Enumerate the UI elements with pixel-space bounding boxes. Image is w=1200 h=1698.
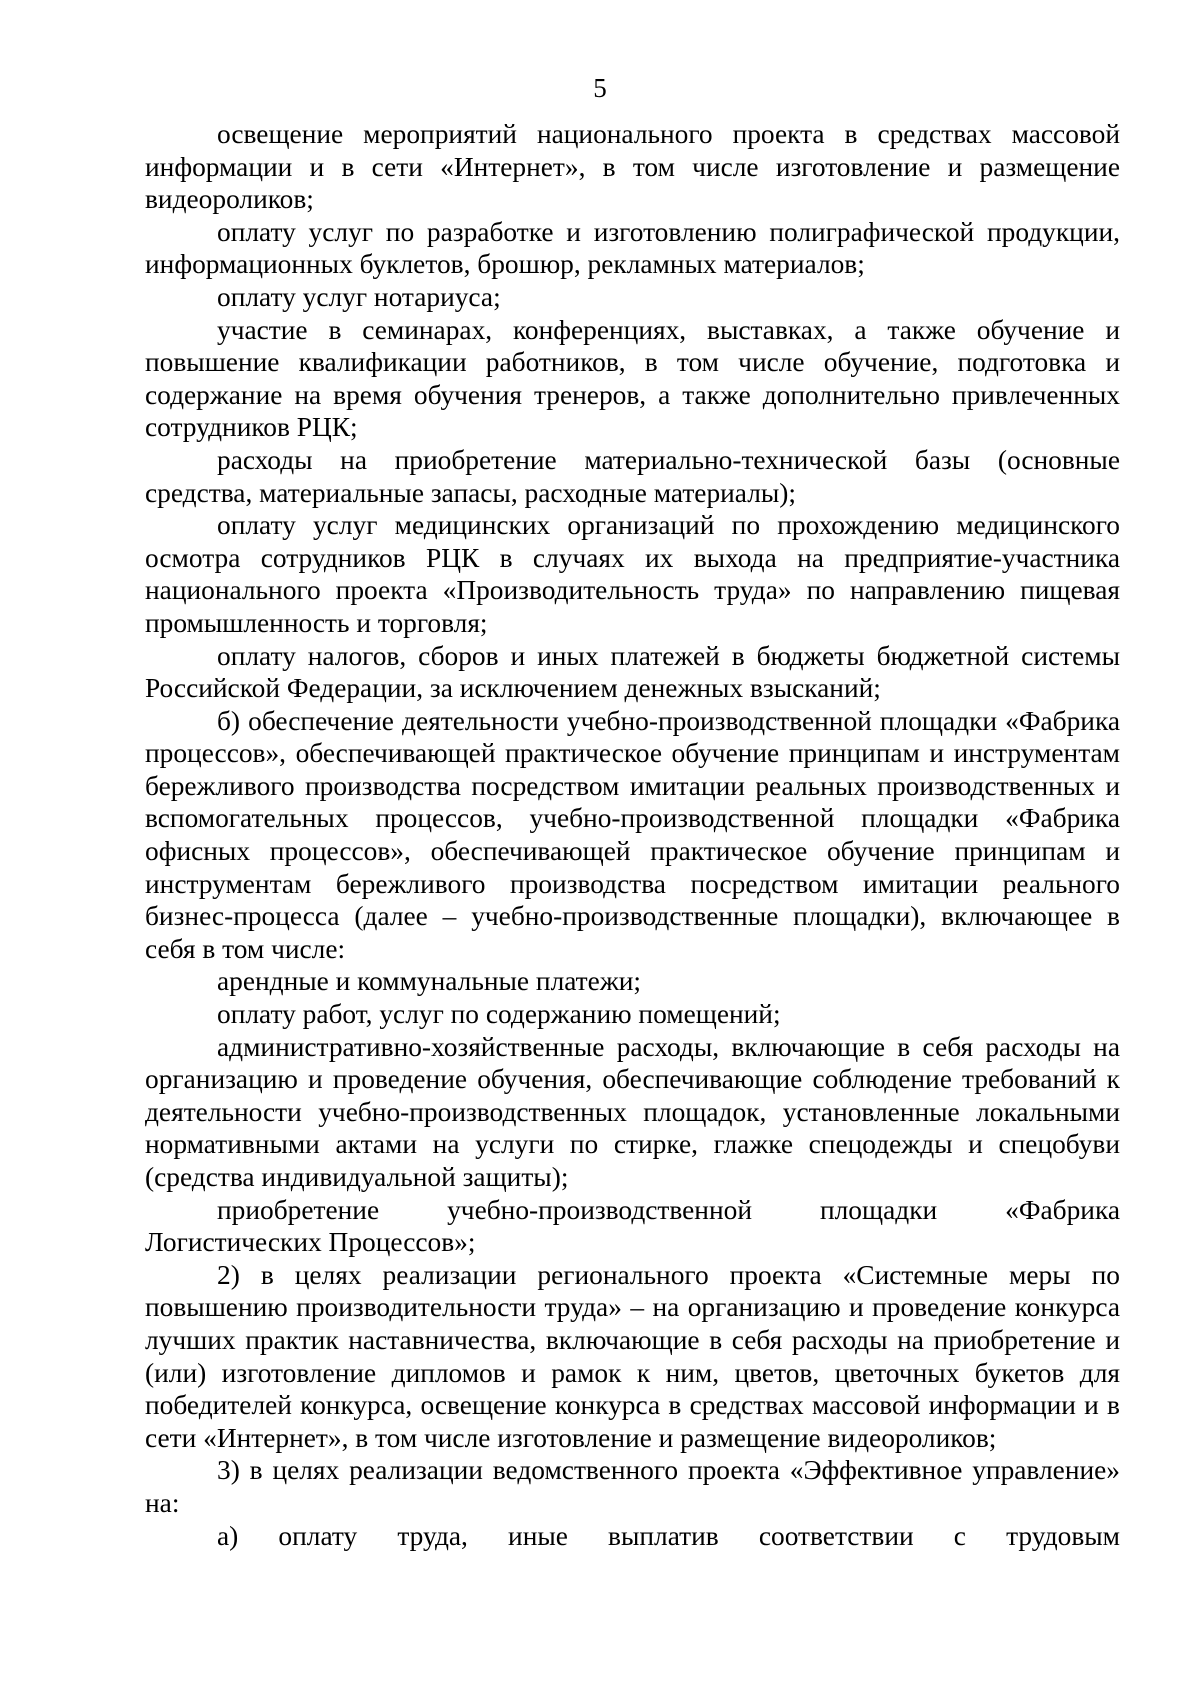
paragraph-printing-services: оплату услуг по разработке и изготовлению полиграфической продукции, информационных буклетов, брошюр, рекламных материалов;	[145, 216, 1120, 280]
paragraph-seminars-training: участие в семинарах, конференциях, выставках, а также обучение и повышение квалификации работников, в том числе обучение, подготовка и содержание на время обучения тренеров, а также дополнительно привлеченных сотрудников РЦК;	[145, 314, 1120, 443]
paragraph-premises-maintenance: оплату работ, услуг по содержанию помещений;	[217, 999, 781, 1030]
paragraph-regional-project: 2) в целях реализации регионального проекта «Системные меры по повышению производительности труда» – на организацию и проведение конкурса лучших практик наставничества, включающие в себя расходы на приобретение и (или) изготовление дипломов и рамок к ним, цветов, цветочных букетов для победителей конкурса, освещение конкурса в средствах массовой информации и в сети «Интернет», в том числе изготовление и размещение видеороликов;	[145, 1259, 1120, 1453]
paragraph-logistics-site: приобретение учебно-производственной площадки «Фабрика Логистических Процессов»;	[145, 1194, 1120, 1258]
paragraph-departmental-project: 3) в целях реализации ведомственного проекта «Эффективное управление» на:	[145, 1455, 1120, 1518]
paragraph-media-coverage: освещение мероприятий национального проекта в средствах массовой информации и в сети «Интернет», в том числе изготовление и размещение видеороликов;	[145, 119, 1120, 215]
paragraph-medical-services: оплату услуг медицинских организаций по прохождению медицинского осмотра сотрудников РЦК в случаях их выхода на предприятие-участника национального проекта «Производительность труда» по направлению пищевая промышленность и торговля;	[145, 510, 1120, 638]
paragraph-notary-services: оплату услуг нотариуса;	[217, 281, 501, 312]
paragraph-rent-utilities: арендные и коммунальные платежи;	[217, 966, 642, 997]
paragraph-labor-payment: а) оплату труда, иные выплатив соответствии с трудовым	[217, 1520, 1120, 1551]
paragraph-material-base: расходы на приобретение материально-технической базы (основные средства, материальные запасы, расходные материалы);	[145, 444, 1120, 508]
paragraph-administrative-expenses: административно-хозяйственные расходы, включающие в себя расходы на организацию и проведение обучения, обеспечивающие соблюдение требований к деятельности учебно-производственных площадок, установленные локальными нормативными актами на услуги по стирке, глажке спецодежды и спецобуви (средства индивидуальной защиты);	[145, 1031, 1120, 1192]
paragraph-training-sites: б) обеспечение деятельности учебно-производственной площадки «Фабрика процессов», обеспечивающей практическое обучение принципам и инструментам бережливого производства посредством имитации реальных производственных и вспомогательных процессов, учебно-производственной площадки «Фабрика офисных процессов», обеспечивающей практическое обучение принципам и инструментам бережливого производства посредством имитации реального бизнес-процесса (далее – учебно-производственные площадки), включающее в себя в том числе:	[145, 705, 1120, 964]
page-number: 5	[593, 73, 607, 103]
paragraph-taxes-fees: оплату налогов, сборов и иных платежей в бюджеты бюджетной системы Российской Федерации, за исключением денежных взысканий;	[145, 640, 1120, 704]
document-body	[145, 118, 1120, 1552]
